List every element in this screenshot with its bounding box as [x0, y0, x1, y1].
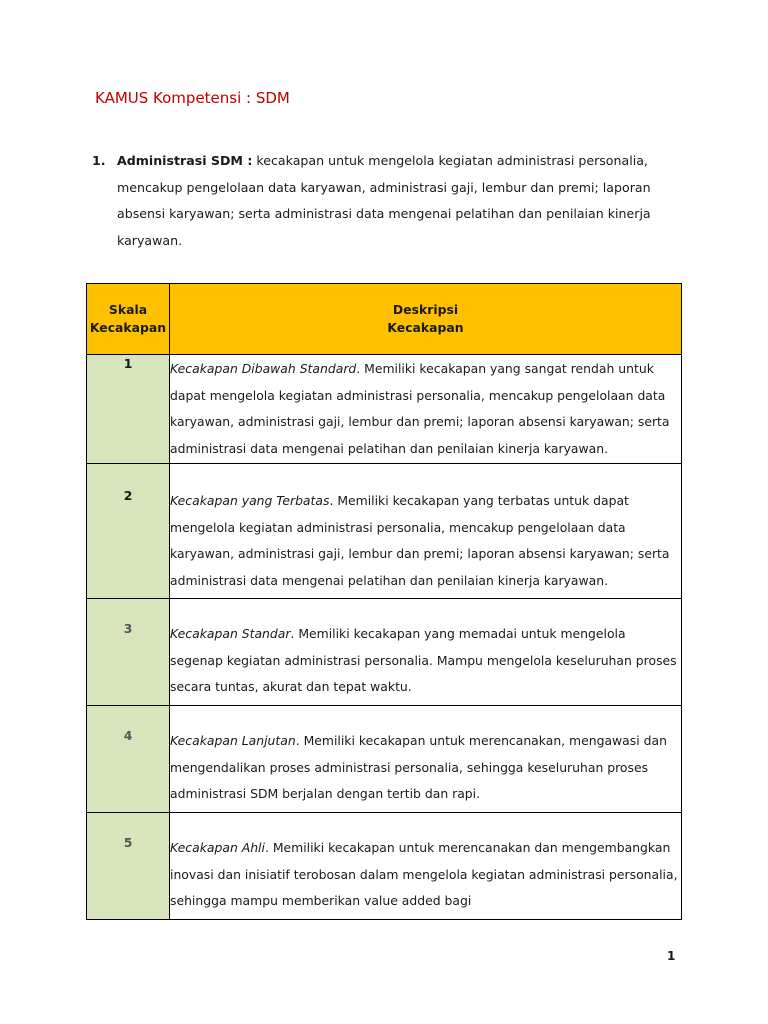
description-cell [170, 355, 682, 464]
table-row [87, 463, 682, 598]
header-description [170, 284, 682, 355]
level-cell [87, 598, 170, 705]
competency-scale-table [86, 283, 682, 920]
level-value: 2 [123, 487, 133, 503]
level-cell [87, 463, 170, 598]
header-level-line1: Skala [108, 302, 148, 317]
level-title: Kecakapan Ahli [170, 839, 265, 855]
table-row [87, 705, 682, 812]
description-cell [170, 463, 682, 598]
header-level [87, 284, 170, 355]
competency-number: 1. [92, 153, 106, 168]
level-title: Kecakapan Lanjutan [170, 732, 296, 748]
header-level-line2: Kecakapan [89, 320, 167, 335]
level-title: Kecakapan yang Terbatas [170, 492, 330, 508]
description-cell [170, 598, 682, 705]
level-description: . Memiliki kecakapan untuk merencanakan, mengawasi dan mengendalikan proses administrasi personalia, sehingga keseluruhan proses administrasi SDM berjalan dengan tertib dan rapi. [170, 732, 667, 802]
level-value: 4 [123, 727, 133, 743]
competency-text [117, 148, 692, 254]
level-description: . Memiliki kecakapan yang sangat rendah untuk dapat mengelola kegiatan administrasi personalia, mencakup pengelolaan data karyawan, administrasi gaji, lembur dan premi; laporan absensi karyawan; serta administrasi data mengenai pelatihan dan penilaian kinerja karyawan. [170, 361, 670, 457]
level-description: . Memiliki kecakapan yang memadai untuk mengelola segenap kegiatan administrasi personalia. Mampu mengelola keseluruhan proses secara tuntas, akurat dan tepat waktu. [170, 625, 677, 695]
header-desc-line2: Kecakapan [387, 320, 464, 335]
level-value: 1 [123, 356, 133, 371]
page-number: 1 [667, 949, 676, 963]
level-cell [87, 705, 170, 812]
competency-item [92, 148, 692, 254]
description-cell [170, 705, 682, 812]
level-cell [87, 812, 170, 919]
level-title: Kecakapan Dibawah Standard [170, 361, 357, 376]
table-row [87, 355, 682, 464]
level-title: Kecakapan Standar [170, 625, 291, 641]
header-desc-line1: Deskripsi [392, 302, 459, 317]
level-value: 3 [123, 620, 133, 636]
competency-name: Administrasi SDM : [117, 153, 253, 168]
table-row [87, 812, 682, 919]
page-title: KAMUS Kompetensi : SDM [95, 89, 290, 107]
competency-definition: kecakapan untuk mengelola kegiatan administrasi personalia, mencakup pengelolaan data karyawan, administrasi gaji, lembur dan premi; laporan absensi karyawan; serta administrasi data mengenai pelatihan dan penilaian kinerja karyawan. [117, 153, 651, 248]
table-header-row [87, 284, 682, 355]
level-description: . Memiliki kecakapan yang terbatas untuk dapat mengelola kegiatan administrasi personalia, mencakup pengelolaan data karyawan, administrasi gaji, lembur dan premi; laporan absensi karyawan; serta administrasi data mengenai pelatihan dan penilaian kinerja karyawan. [170, 492, 670, 588]
table-row [87, 598, 682, 705]
level-cell [87, 355, 170, 464]
level-description: . Memiliki kecakapan untuk merencanakan dan mengembangkan inovasi dan inisiatif terobosan dalam mengelola kegiatan administrasi personalia, sehingga mampu memberikan value added bagi [170, 839, 678, 909]
description-cell [170, 812, 682, 919]
level-value: 5 [123, 834, 133, 850]
